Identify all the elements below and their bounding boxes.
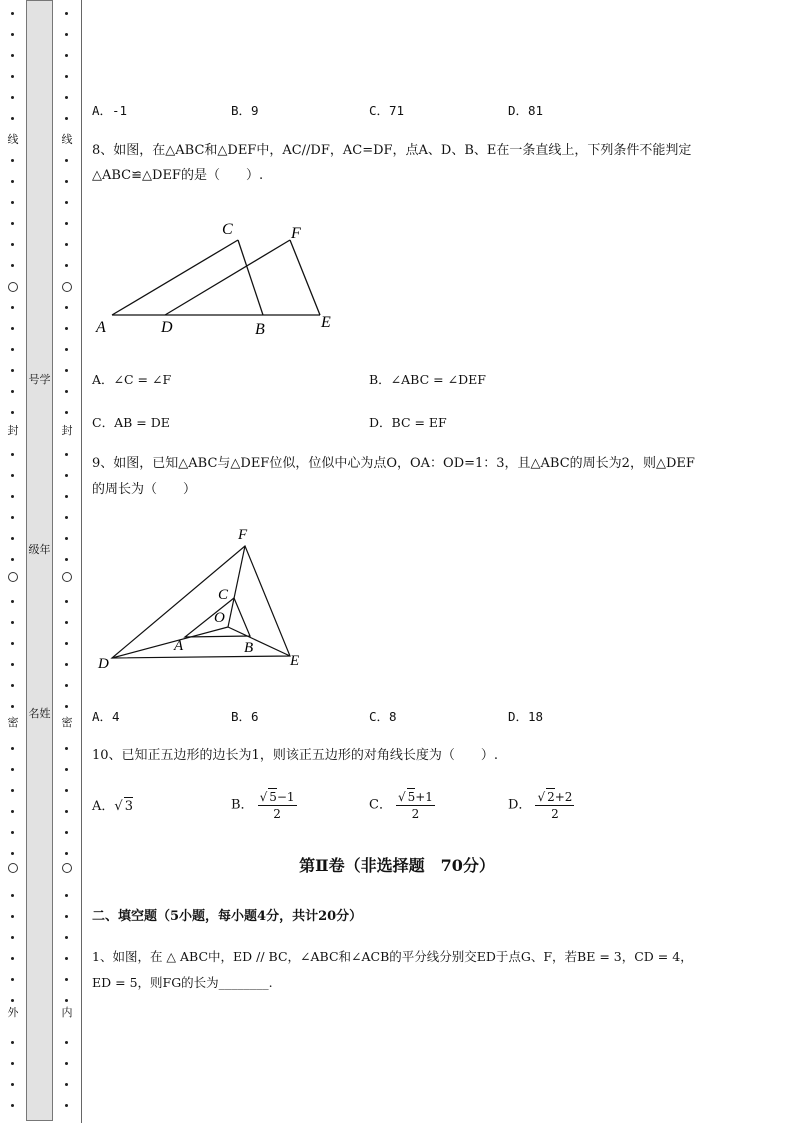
margin-dot xyxy=(11,117,14,120)
margin-dot xyxy=(65,75,68,78)
option-prefix: A． xyxy=(92,799,115,814)
margin-dot xyxy=(65,1104,68,1107)
option-prefix: D． xyxy=(508,797,532,813)
margin-dot xyxy=(65,978,68,981)
margin-dot xyxy=(11,999,14,1002)
point-label-a: A xyxy=(96,319,106,336)
point-label-c: C xyxy=(222,221,233,238)
q8-option-d: D．BC = EF xyxy=(369,415,447,430)
margin-dot xyxy=(65,390,68,393)
margin-dot xyxy=(11,54,14,57)
margin-dot xyxy=(11,600,14,603)
margin-dot xyxy=(11,75,14,78)
segment-fe xyxy=(290,240,320,315)
q10-text-line1: 10、已知正五边形的边长为1，则该正五边形的对角线长度为（ ）. xyxy=(92,748,498,763)
denominator: 2 xyxy=(551,807,559,821)
margin-dot xyxy=(65,348,68,351)
margin-dot xyxy=(65,663,68,666)
segment-df xyxy=(165,240,290,315)
margin-dot xyxy=(65,12,68,15)
margin-dot xyxy=(11,957,14,960)
margin-dot xyxy=(11,96,14,99)
margin-dot xyxy=(11,411,14,414)
margin-char-wai: 外 xyxy=(7,1006,19,1019)
section-title: 第Ⅱ卷（非选择题 70分） xyxy=(299,856,495,875)
margin-dot xyxy=(65,306,68,309)
margin-dot xyxy=(11,222,14,225)
segment-ac xyxy=(112,240,238,315)
q9-option-a: A．4 xyxy=(92,709,120,724)
margin-dot xyxy=(65,789,68,792)
margin-dot xyxy=(11,306,14,309)
q9-option-b: B．6 xyxy=(231,709,259,724)
margin-char-mi: 密 xyxy=(7,716,19,729)
margin-dot xyxy=(65,915,68,918)
margin-dot xyxy=(65,894,68,897)
point-label-o: O xyxy=(214,610,225,626)
margin-dot xyxy=(11,537,14,540)
margin-dot xyxy=(65,999,68,1002)
margin-dot xyxy=(65,621,68,624)
q10-option-b xyxy=(231,788,297,822)
margin-char-xian: 线 xyxy=(61,133,73,146)
margin-dot xyxy=(65,264,68,267)
margin-dot xyxy=(11,978,14,981)
margin-dot xyxy=(65,411,68,414)
margin-dot xyxy=(65,369,68,372)
margin-dot xyxy=(11,12,14,15)
q8-figure xyxy=(90,212,350,342)
point-label-d: D xyxy=(161,319,173,336)
margin-dot xyxy=(11,201,14,204)
fill1-text-line1: 1、如图，在 △ ABC中，ED // BC，∠ABC和∠ACB的平分线分别交ED于点G、F，若BE = 3，CD = 4， xyxy=(92,949,693,964)
margin-dot xyxy=(11,747,14,750)
margin-circle xyxy=(8,572,18,582)
point-label-f: F xyxy=(291,225,301,242)
margin-dot xyxy=(65,831,68,834)
triangle-def xyxy=(112,546,290,658)
margin-dot xyxy=(65,117,68,120)
margin-dot xyxy=(65,705,68,708)
margin-dot xyxy=(65,768,68,771)
margin-char-feng: 封 xyxy=(61,424,73,437)
margin-dot xyxy=(11,810,14,813)
margin-dot xyxy=(11,516,14,519)
margin-dot xyxy=(65,684,68,687)
margin-dot xyxy=(11,642,14,645)
q7-option-b: B．9 xyxy=(231,103,259,118)
fraction: $\frac{√ 5+1}{2}$ xyxy=(397,790,433,821)
binding-margin-info-column xyxy=(26,0,53,1121)
margin-dot xyxy=(65,495,68,498)
class-label: 级年 xyxy=(28,543,51,556)
part-title: 二、填空题（5小题，每小题4分，共计20分） xyxy=(92,909,363,924)
margin-dot xyxy=(11,768,14,771)
q10-option-d xyxy=(508,788,574,822)
margin-dot xyxy=(11,243,14,246)
margin-dot xyxy=(11,453,14,456)
q9-option-c: C．8 xyxy=(369,709,397,724)
margin-dot xyxy=(65,810,68,813)
margin-dot xyxy=(65,159,68,162)
option-prefix: C． xyxy=(369,797,392,813)
margin-char-mi: 密 xyxy=(61,716,73,729)
q10-option-c xyxy=(369,788,435,822)
margin-dot xyxy=(11,474,14,477)
margin-dot xyxy=(65,96,68,99)
segment-cb xyxy=(238,240,263,315)
margin-dot xyxy=(11,684,14,687)
margin-dot xyxy=(65,936,68,939)
margin-dot xyxy=(11,495,14,498)
margin-dot xyxy=(65,201,68,204)
margin-dot xyxy=(65,474,68,477)
margin-char-feng: 封 xyxy=(7,424,19,437)
name-label: 名姓 xyxy=(28,707,51,720)
denominator: 2 xyxy=(273,807,281,821)
margin-dot xyxy=(65,1083,68,1086)
fill1-text-line2: ED = 5，则FG的长为________. xyxy=(92,975,273,990)
option-prefix: B． xyxy=(231,797,254,813)
q9-text-line2: 的周长为（ ） xyxy=(92,482,197,497)
point-label-d: D xyxy=(98,656,109,672)
point-label-b: B xyxy=(255,321,265,338)
margin-dot xyxy=(65,558,68,561)
numerator-rest: −1 xyxy=(276,790,295,804)
margin-dot xyxy=(11,348,14,351)
fraction: $\frac{√ 5-1}{2}$ xyxy=(259,790,295,821)
margin-dot xyxy=(11,159,14,162)
margin-dot xyxy=(65,642,68,645)
margin-dot xyxy=(11,936,14,939)
margin-dot xyxy=(11,1041,14,1044)
margin-dot xyxy=(11,705,14,708)
margin-dot xyxy=(11,264,14,267)
radicand: 2 xyxy=(547,790,555,804)
margin-dot xyxy=(65,243,68,246)
margin-dot xyxy=(11,369,14,372)
q10-option-a: A．√ 3 xyxy=(92,799,133,814)
margin-dot xyxy=(65,33,68,36)
dotted-cut-line-outer xyxy=(0,0,26,1123)
ray-oe xyxy=(228,627,290,656)
point-label-c: C xyxy=(218,587,229,603)
radicand: 5 xyxy=(269,790,277,804)
point-label-b: B xyxy=(244,640,254,656)
q8-text-line2: △ABC≌△DEF的是（ ）. xyxy=(92,168,264,183)
margin-dot xyxy=(65,957,68,960)
margin-dot xyxy=(11,390,14,393)
point-label-e: E xyxy=(290,653,300,669)
radicand: 3 xyxy=(124,799,133,814)
dotted-cut-line-inner xyxy=(54,0,80,1123)
margin-dot xyxy=(65,1062,68,1065)
margin-dot xyxy=(65,537,68,540)
margin-dot xyxy=(11,831,14,834)
margin-char-xian: 线 xyxy=(7,133,19,146)
point-label-e: E xyxy=(321,314,331,331)
point-label-a: A xyxy=(174,638,184,654)
margin-dot xyxy=(65,222,68,225)
q7-option-a: A．-1 xyxy=(92,103,128,118)
margin-dot xyxy=(65,600,68,603)
ray-od xyxy=(112,627,228,658)
q8-text-line1: 8、如图，在△ABC和△DEF中，AC//DF，AC=DF，点A、D、B、E在一条直线上，下列条件不能判定 xyxy=(92,143,692,158)
q9-option-d: D．18 xyxy=(508,709,544,724)
margin-dot xyxy=(11,180,14,183)
margin-dot xyxy=(65,180,68,183)
margin-dot xyxy=(11,33,14,36)
binding-margin-inner xyxy=(54,0,82,1123)
margin-dot xyxy=(65,453,68,456)
margin-dot xyxy=(11,1083,14,1086)
margin-dot xyxy=(11,558,14,561)
student-id-label: 号学 xyxy=(28,373,51,386)
q7-option-d: D．81 xyxy=(508,103,544,118)
margin-dot xyxy=(65,54,68,57)
radicand: 5 xyxy=(407,790,416,804)
q9-text-line1: 9、如图，已知△ABC与△DEF位似，位似中心为点O，OA：OD=1：3，且△ABC的周长为2，则△DEF xyxy=(92,456,695,471)
margin-dot xyxy=(65,516,68,519)
margin-dot xyxy=(11,915,14,918)
margin-char-nei: 内 xyxy=(61,1006,73,1019)
margin-dot xyxy=(11,621,14,624)
denominator: 2 xyxy=(411,807,420,821)
numerator-rest: +1 xyxy=(415,790,433,804)
margin-dot xyxy=(11,663,14,666)
margin-dot xyxy=(65,1041,68,1044)
point-label-f: F xyxy=(238,527,248,543)
q8-option-c: C．AB = DE xyxy=(92,415,170,430)
fraction: $\frac{√ 2+2}{2}$ xyxy=(537,790,573,821)
margin-dot xyxy=(11,789,14,792)
q8-option-b: B．∠ABC = ∠DEF xyxy=(369,372,486,387)
margin-circle xyxy=(62,572,72,582)
q8-option-a: A．∠C = ∠F xyxy=(92,372,172,387)
margin-dot xyxy=(65,327,68,330)
numerator-rest: +2 xyxy=(554,790,573,804)
margin-dot xyxy=(11,894,14,897)
margin-dot xyxy=(11,327,14,330)
q9-figure xyxy=(90,522,320,677)
margin-circle xyxy=(8,282,18,292)
binding-margin-outer xyxy=(0,0,26,1123)
q7-option-c: C．71 xyxy=(369,103,405,118)
margin-dot xyxy=(65,747,68,750)
margin-circle xyxy=(62,282,72,292)
margin-dot xyxy=(11,1104,14,1107)
margin-dot xyxy=(11,1062,14,1065)
